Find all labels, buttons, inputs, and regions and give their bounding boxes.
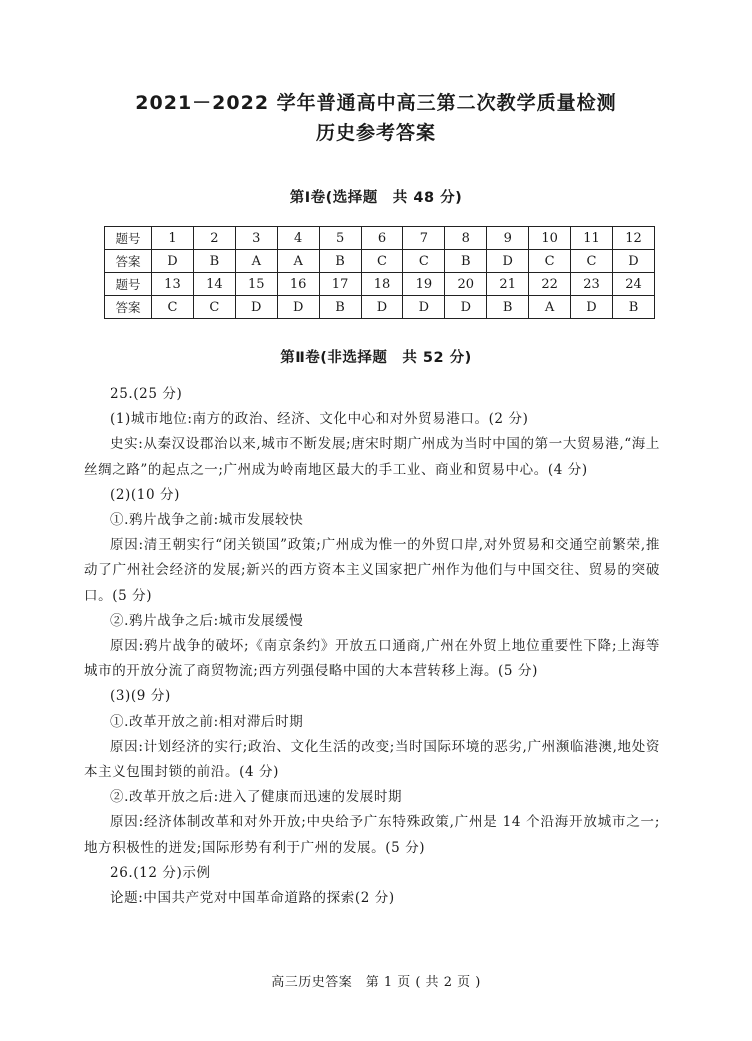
table-cell: 10 [529, 227, 571, 250]
table-cell: D [612, 250, 654, 273]
table-cell: 12 [612, 227, 654, 250]
table-cell: D [571, 296, 613, 319]
table-cell: D [487, 250, 529, 273]
row-header-cell: 答案 [105, 296, 152, 319]
table-cell: B [319, 250, 361, 273]
table-cell: A [277, 250, 319, 273]
paragraph: 原因:经济体制改革和对外开放;中央给予广东特殊政策,广州是 14 个沿海开放城市之一;地方积极性的迸发;国际形势有利于广州的发展。(5 分) [84, 814, 660, 856]
table-cell: 11 [571, 227, 613, 250]
table-cell: 18 [361, 273, 403, 296]
paragraph: 26.(12 分)示例 [110, 864, 211, 881]
table-cell: 14 [193, 273, 235, 296]
paragraph: ①.改革开放之前:相对滞后时期 [110, 713, 304, 730]
table-cell: C [529, 250, 571, 273]
document-title: 2021－2022 学年普通高中高三第二次教学质量检测 [135, 92, 617, 114]
paragraph: (2)(10 分) [110, 486, 181, 503]
section-1-title: 第Ⅰ卷(选择题 共 48 分) [289, 190, 463, 206]
paragraph: (3)(9 分) [110, 688, 171, 705]
table-cell: D [403, 296, 445, 319]
table-cell: B [193, 250, 235, 273]
table-cell: 16 [277, 273, 319, 296]
table-cell: 13 [152, 273, 194, 296]
table-cell: 7 [403, 227, 445, 250]
document-subtitle: 历史参考答案 [315, 122, 436, 144]
paragraph: ②.改革开放之后:进入了健康而迅速的发展时期 [110, 789, 403, 806]
table-cell: 23 [571, 273, 613, 296]
table-cell: 1 [152, 227, 194, 250]
table-cell: 8 [445, 227, 487, 250]
table-cell: 21 [487, 273, 529, 296]
table-cell: C [193, 296, 235, 319]
page-footer: 高三历史答案 第 1 页 ( 共 2 页 ) [271, 975, 481, 990]
table-cell: 15 [235, 273, 277, 296]
table-cell: 17 [319, 273, 361, 296]
row-header-cell: 答案 [105, 250, 152, 273]
table-cell: 2 [193, 227, 235, 250]
paragraph: ②.鸦片战争之后:城市发展缓慢 [110, 612, 304, 629]
table-cell: 9 [487, 227, 529, 250]
paragraph: ①.鸦片战争之前:城市发展较快 [110, 512, 304, 529]
answer-table [104, 226, 655, 319]
paragraph: 原因:鸦片战争的破坏;《南京条约》开放五口通商,广州在外贸上地位重要性下降;上海等城市的开放分流了商贸物流;西方列强侵略中国的大本营转移上海。(5 分) [84, 638, 660, 680]
table-cell: C [152, 296, 194, 319]
table-cell: B [487, 296, 529, 319]
table-cell: 3 [235, 227, 277, 250]
paragraph: (1)城市地位:南方的政治、经济、文化中心和对外贸易港口。(2 分) [110, 411, 529, 428]
table-cell: D [277, 296, 319, 319]
paragraph: 原因:清王朝实行“闭关锁国”政策;广州成为惟一的外贸口岸,对外贸易和交通空前繁荣,推动了广州社会经济的发展;新兴的西方资本主义国家把广州作为他们与中国交往、贸易的突破口。(5 分) [84, 537, 660, 604]
table-cell: 24 [612, 273, 654, 296]
table-cell: D [235, 296, 277, 319]
answer-body [84, 382, 660, 911]
paragraph: 论题:中国共产党对中国革命道路的探索(2 分) [110, 890, 395, 907]
table-cell: D [361, 296, 403, 319]
table-cell: A [529, 296, 571, 319]
table-row [105, 227, 655, 250]
table-cell: A [235, 250, 277, 273]
table-cell: 6 [361, 227, 403, 250]
table-cell: B [319, 296, 361, 319]
table-cell: 19 [403, 273, 445, 296]
table-cell: D [152, 250, 194, 273]
paragraph: 原因:计划经济的实行;政治、文化生活的改变;当时国际环境的恶劣,广州濒临港澳,地处资本主义包围封锁的前沿。(4 分) [84, 738, 660, 781]
section-2-title: 第Ⅱ卷(非选择题 共 52 分) [280, 350, 472, 366]
table-cell: C [361, 250, 403, 273]
table-cell: B [612, 296, 654, 319]
row-header-cell: 题号 [105, 227, 152, 250]
row-header-cell: 题号 [105, 273, 152, 296]
table-cell: C [403, 250, 445, 273]
table-cell: D [445, 296, 487, 319]
paragraph: 25.(25 分) [110, 386, 183, 402]
table-cell: 20 [445, 273, 487, 296]
table-cell: 5 [319, 227, 361, 250]
table-cell: B [445, 250, 487, 273]
table-cell: 4 [277, 227, 319, 250]
table-row [105, 296, 655, 319]
table-cell: C [571, 250, 613, 273]
table-cell: 22 [529, 273, 571, 296]
paragraph: 史实:从秦汉设郡治以来,城市不断发展;唐宋时期广州成为当时中国的第一大贸易港,“海上丝绸之路”的起点之一;广州成为岭南地区最大的手工业、商业和贸易中心。(4 分) [84, 436, 660, 478]
table-row [105, 273, 655, 296]
table-row [105, 250, 655, 273]
